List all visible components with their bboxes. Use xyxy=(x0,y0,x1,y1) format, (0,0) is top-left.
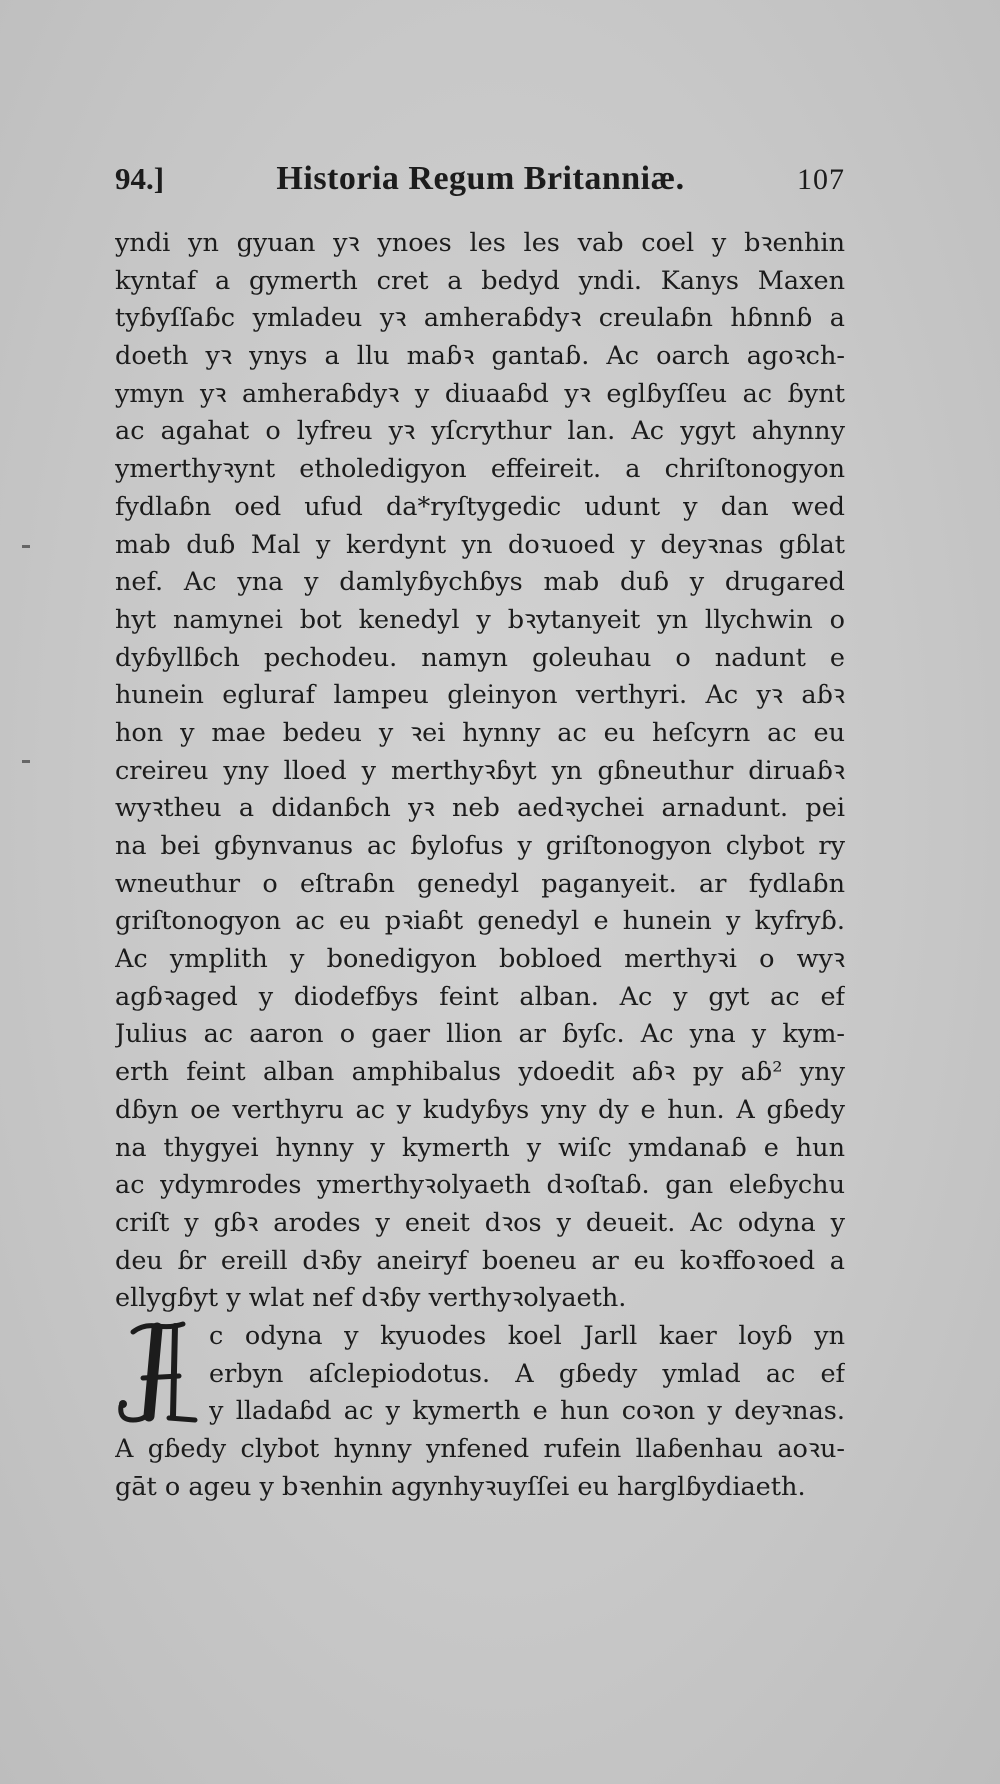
text-line: wyꝛtheu a didanɓch yꝛ neb aedꝛychei arnadunt. pei xyxy=(115,793,845,824)
text-line: griſtonogyon ac eu pꝛiaɓt genedyl e hunein y kyfryɓ. xyxy=(115,906,845,937)
margin-mark xyxy=(22,760,30,763)
text-line: na thygyei hynny y kymerth y wiſc ymdanaɓ e hun xyxy=(115,1132,845,1163)
text-line: erth feint alban amphibalus ydoedit aɓꝛ py aɓ² yny xyxy=(115,1057,845,1088)
margin-mark xyxy=(22,545,30,548)
body-text xyxy=(115,225,845,1506)
text-line: agɓꝛaged y diodefɓys feint alban. Ac y gyt ac ef xyxy=(115,981,845,1012)
page-number: 94.] xyxy=(115,161,165,196)
text-line: ymyn yꝛ amheraɓdyꝛ y diuaaɓd yꝛ eglɓyſſeu ac ɓynt xyxy=(115,378,845,409)
text-line: dyɓyllɓch pechodeu. namyn goleuhau o nadunt e xyxy=(115,642,845,673)
text-line: c odyna y kyuodes koel Jarll kaer loyɓ yn xyxy=(209,1320,845,1351)
text-line: hunein egluraf lampeu gleinyon verthyri. Ac yꝛ aɓꝛ xyxy=(115,680,845,711)
text-line: hon y mae bedeu y ꝛei hynny ac eu heſcyrn ac eu xyxy=(115,717,845,748)
text-line: hyt namynei bot kenedyl y bꝛytanyeit yn llychwin o xyxy=(115,604,845,635)
text-line: ymerthyꝛynt etholedigyon effeireit. a chriſtonogyon xyxy=(115,454,845,485)
folio-number: 107 xyxy=(796,163,845,196)
text-line: yndi yn gyuan yꝛ ynoes les les vab coel y bꝛenhin xyxy=(115,228,845,258)
text-line: Julius ac aaron o gaer llion ar ɓyſc. Ac yna y kym- xyxy=(115,1019,845,1050)
text-line: mab duɓ Mal y kerdynt yn doꝛuoed y deyꝛnas gɓlat xyxy=(115,529,845,560)
text-line: wneuthur o eſtraɓn genedyl paganyeit. ar fydlaɓn xyxy=(115,868,845,899)
text-line: nef. Ac yna y damlyɓychɓys mab duɓ y drugared xyxy=(115,567,845,598)
text-line: fydlaɓn oed ufud da*ryſtygedic udunt y dan wed xyxy=(115,491,845,522)
text-line: A gɓedy clybot hynny ynfened rufein llaɓenhau aoꝛu- xyxy=(115,1433,845,1464)
page-header xyxy=(115,160,845,206)
drop-capital-a xyxy=(113,1320,203,1428)
text-line: Ac ymplith y bonedigyon bobloed merthyꝛi o wyꝛ xyxy=(115,944,845,975)
text-line: tyɓyſſaɓc ymladeu yꝛ amheraɓdyꝛ creulaɓn hɓnnɓ a xyxy=(115,303,845,334)
text-line: ac ydymrodes ymerthyꝛolyaeth dꝛoſtaɓ. gan eleɓychu xyxy=(115,1170,845,1201)
text-line: doeth yꝛ ynys a llu maɓꝛ gantaɓ. Ac oarch agoꝛch- xyxy=(115,341,845,372)
text-line: creireu yny lloed y merthyꝛɓyt yn gɓneuthur diruaɓꝛ xyxy=(115,755,845,786)
running-title: Historia Regum Britanniæ. xyxy=(276,160,685,197)
text-line: ellygɓyt y wlat nef dꝛɓy verthyꝛolyaeth. xyxy=(115,1283,627,1314)
text-line: na bei gɓynvanus ac ɓylofus y griſtonogyon clybot ry xyxy=(115,831,845,861)
text-line: gāt o ageu y bꝛenhin agynhyꝛuyſſei eu harglɓydiaeth. xyxy=(115,1471,806,1502)
text-line: ac agahat o lyfreu yꝛ yſcrythur lan. Ac ygyt ahynny xyxy=(115,416,845,447)
text-line: erbyn aſclepiodotus. A gɓedy ymlad ac ef xyxy=(209,1358,845,1389)
text-line: deu ɓr ereill dꝛɓy aneiryf boeneu ar eu koꝛffoꝛoed a xyxy=(115,1245,845,1276)
text-line: kyntaf a gymerth cret a bedyd yndi. Kanys Maxen xyxy=(115,265,845,296)
text-line: criſt y gɓꝛ arodes y eneit dꝛos y deueit. Ac odyna y xyxy=(115,1207,845,1238)
text-line: y lladaɓd ac y kymerth e hun coꝛon y deyꝛnas. xyxy=(209,1396,845,1427)
text-line: dɓyn oe verthyru ac y kudyɓys yny dy e hun. A gɓedy xyxy=(115,1094,845,1125)
paragraph-with-initial xyxy=(115,1318,845,1431)
